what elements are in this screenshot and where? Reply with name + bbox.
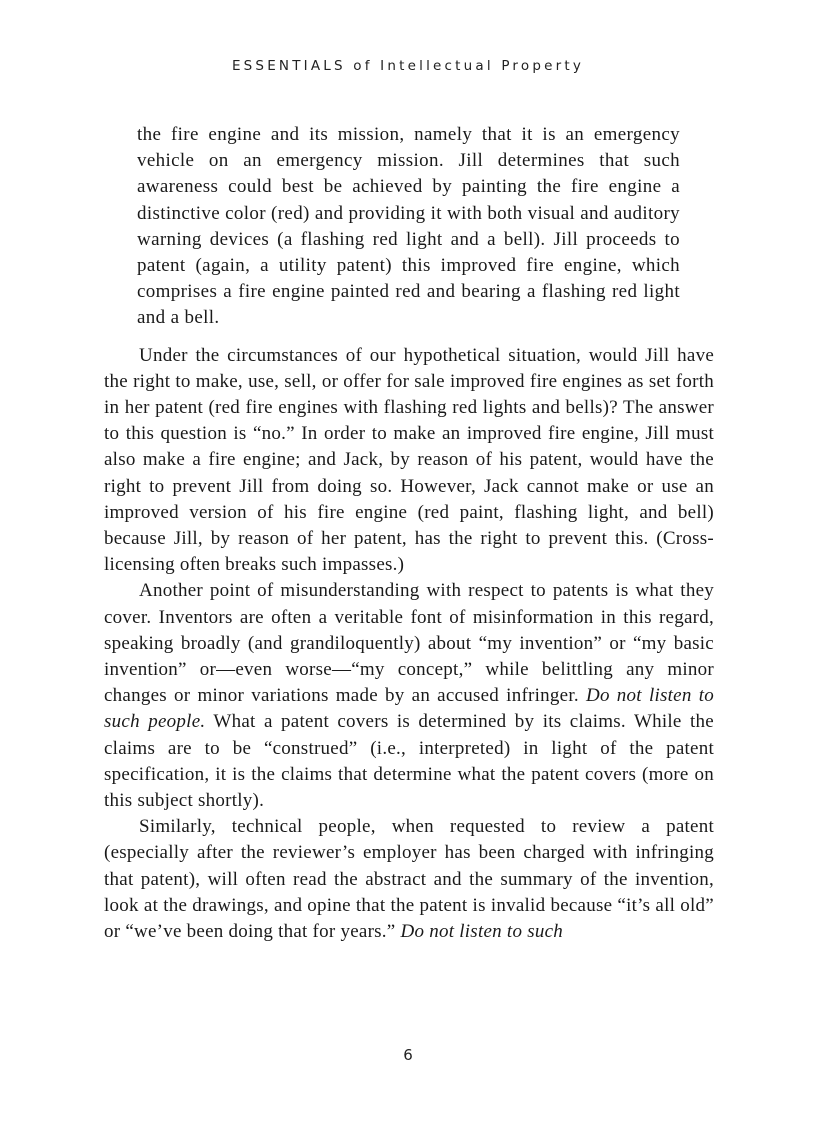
running-head: ESSENTIALS of Intellectual Property	[231, 58, 585, 74]
body-paragraph	[104, 578, 714, 814]
block-quote: the fire engine and its mission, namely that it is an emergency vehicle on an emergency mission. Jill determines that such awareness could best be achieved by painting the fire engine a distinctive color (red) and providing it with both visual and auditory warning devices (a flashing red light and a bell). Jill proceeds to patent (again, a utility patent) this improved fire engine, which comprises a fire engine painted red and bearing a flashing red light and a bell.	[137, 124, 680, 329]
page-number: 6	[403, 1046, 413, 1064]
paragraph-text: Another point of misunderstanding with respect to patents is what they cover. Inventors are often a veritable font of misinformation in this regard, speaking broadly (and grandiloquently) about “my invention” or “my basic invention” or—even worse—“my concept,” while belittling any minor changes or minor variations made by an accused infringer.	[104, 580, 714, 707]
paragraph-text: What a patent covers is determined by its claims. While the claims are to be “construed” (i.e., interpreted) in light of the patent specification, it is the claims that determine what the patent covers (more on this subject shortly).	[104, 711, 714, 812]
paragraph-text: Similarly, technical people, when requested to review a patent (especially after the reviewer’s employer has been charged with infringing that patent), will often read the abstract and the summary of the invention, look at the drawings, and opine that the patent is invalid because “it’s all old” or “we’ve been doing that for years.”	[104, 816, 714, 943]
body-paragraph	[104, 814, 714, 945]
body-paragraph: Under the circumstances of our hypothetical situation, would Jill have the right to make, use, sell, or offer for sale improved fire engines as set forth in her patent (red fire engines with flashing red lights and bells)? The answer to this question is “no.” In order to make an improved fire engine, Jill must also make a fire engine; and Jack, by reason of his patent, would have the right to prevent Jill from doing so. However, Jack cannot make or use an improved version of his fire engine (red paint, flashing light, and bell) because Jill, by reason of her patent, has the right to prevent this. (Cross-licensing often breaks such impasses.)	[104, 344, 714, 576]
emphasis-text: Do not listen to such	[400, 921, 564, 943]
page-body	[104, 122, 714, 945]
emphasis-text: Do not listen to such people.	[104, 685, 714, 733]
